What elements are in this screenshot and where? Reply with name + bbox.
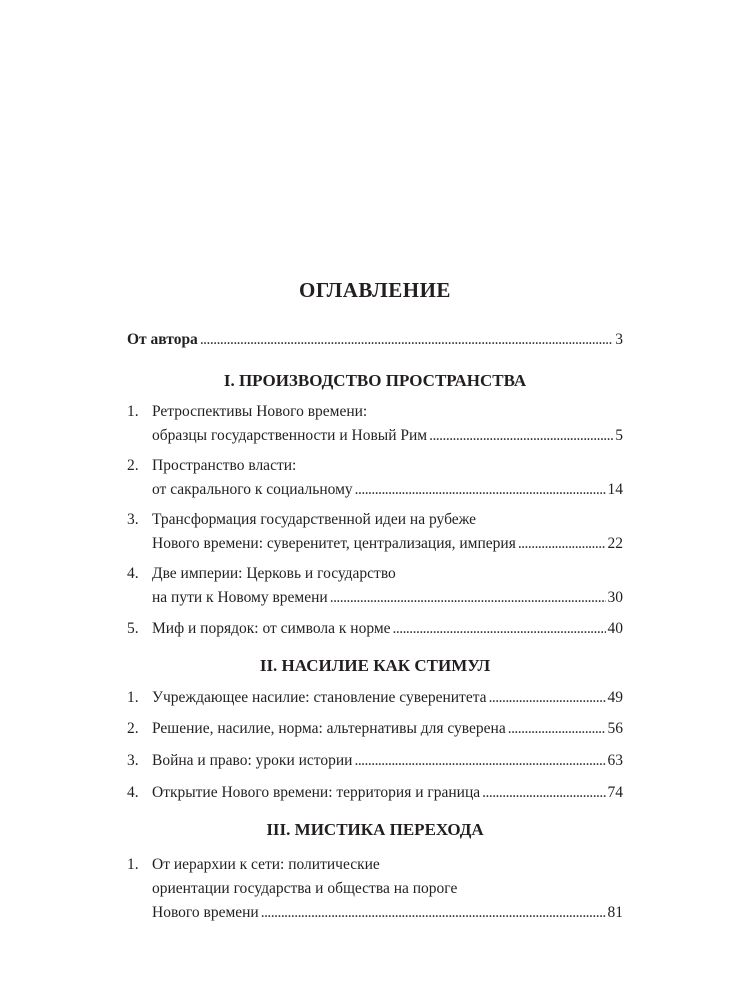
entry-title-line: от сакрального к социальному [152,481,353,498]
dot-leader [261,901,606,925]
dot-leader [429,424,613,448]
entry-number: 1. [127,689,139,706]
toc-entry-label: От автора [127,331,198,348]
entry-number: 2. [127,720,139,737]
entry-title-line: Нового времени [152,904,259,921]
toc-entry[interactable] [127,717,623,741]
page-number: 63 [607,752,623,769]
page-number: 14 [607,481,623,498]
entry-title-line: Пространство власти: [152,457,297,474]
toc-entry[interactable] [127,508,623,556]
page-number: 30 [607,589,623,606]
dot-leader [508,717,606,741]
dot-leader [200,328,613,352]
entry-title-line: Война и право: уроки истории [152,752,353,769]
dot-leader [354,749,605,773]
dot-leader [482,781,605,805]
toc-entry[interactable] [127,400,623,448]
entry-title-line: Миф и порядок: от символа к норме [152,620,391,637]
toc-entry[interactable] [127,686,623,710]
dot-leader [393,617,606,641]
entry-title-line: Открытие Нового времени: территория и граница [152,784,481,801]
section-heading: I. ПРОИЗВОДСТВО ПРОСТРАНСТВА [223,371,527,390]
page-number: 3 [615,331,623,348]
entry-title-line: на пути к Новому времени [152,589,328,606]
section-heading: II. НАСИЛИЕ КАК СТИМУЛ [259,656,491,675]
entry-title-line: Учреждающее насилие: становление суверенитета [152,689,487,706]
entry-number: 2. [127,457,139,474]
page-number: 56 [607,720,623,737]
page-number: 40 [607,620,623,637]
entry-number: 4. [127,565,139,582]
entry-number: 3. [127,752,139,769]
page-number: 74 [607,784,623,801]
entry-title-line: От иерархии к сети: политические [152,856,380,873]
toc-entry[interactable] [127,617,623,641]
page-number: 5 [615,427,623,444]
entry-title-line: Ретроспективы Нового времени: [152,403,368,420]
dot-leader [489,686,606,710]
entry-number: 3. [127,511,139,528]
entry-number: 5. [127,620,139,637]
page-number: 22 [607,535,623,552]
entry-title-line: ориентации государства и общества на пороге [152,880,458,897]
entry-title-line: образцы государственности и Новый Рим [152,427,428,444]
dot-leader [518,532,606,556]
toc-entry[interactable] [127,454,623,502]
toc-entry[interactable] [127,781,623,805]
entry-number: 1. [127,856,139,873]
section-heading: III. МИСТИКА ПЕРЕХОДА [266,820,484,839]
toc-entry[interactable] [127,853,623,925]
toc-entry[interactable] [127,749,623,773]
page-number: 49 [607,689,623,706]
page-title: ОГЛАВЛЕНИЕ [299,278,451,302]
entry-title-line: Две империи: Церковь и государство [152,565,396,582]
entry-title-line: Трансформация государственной идеи на рубеже [152,511,477,528]
dot-leader [330,586,606,610]
toc-entry-author[interactable] [127,328,623,352]
entry-number: 1. [127,403,139,420]
toc-entry[interactable] [127,562,623,610]
page-number: 81 [607,904,623,921]
entry-title-line: Решение, насилие, норма: альтернативы для суверена [152,720,506,737]
dot-leader [355,478,606,502]
entry-title-line: Нового времени: суверенитет, централизация, империя [152,535,516,552]
entry-number: 4. [127,784,139,801]
